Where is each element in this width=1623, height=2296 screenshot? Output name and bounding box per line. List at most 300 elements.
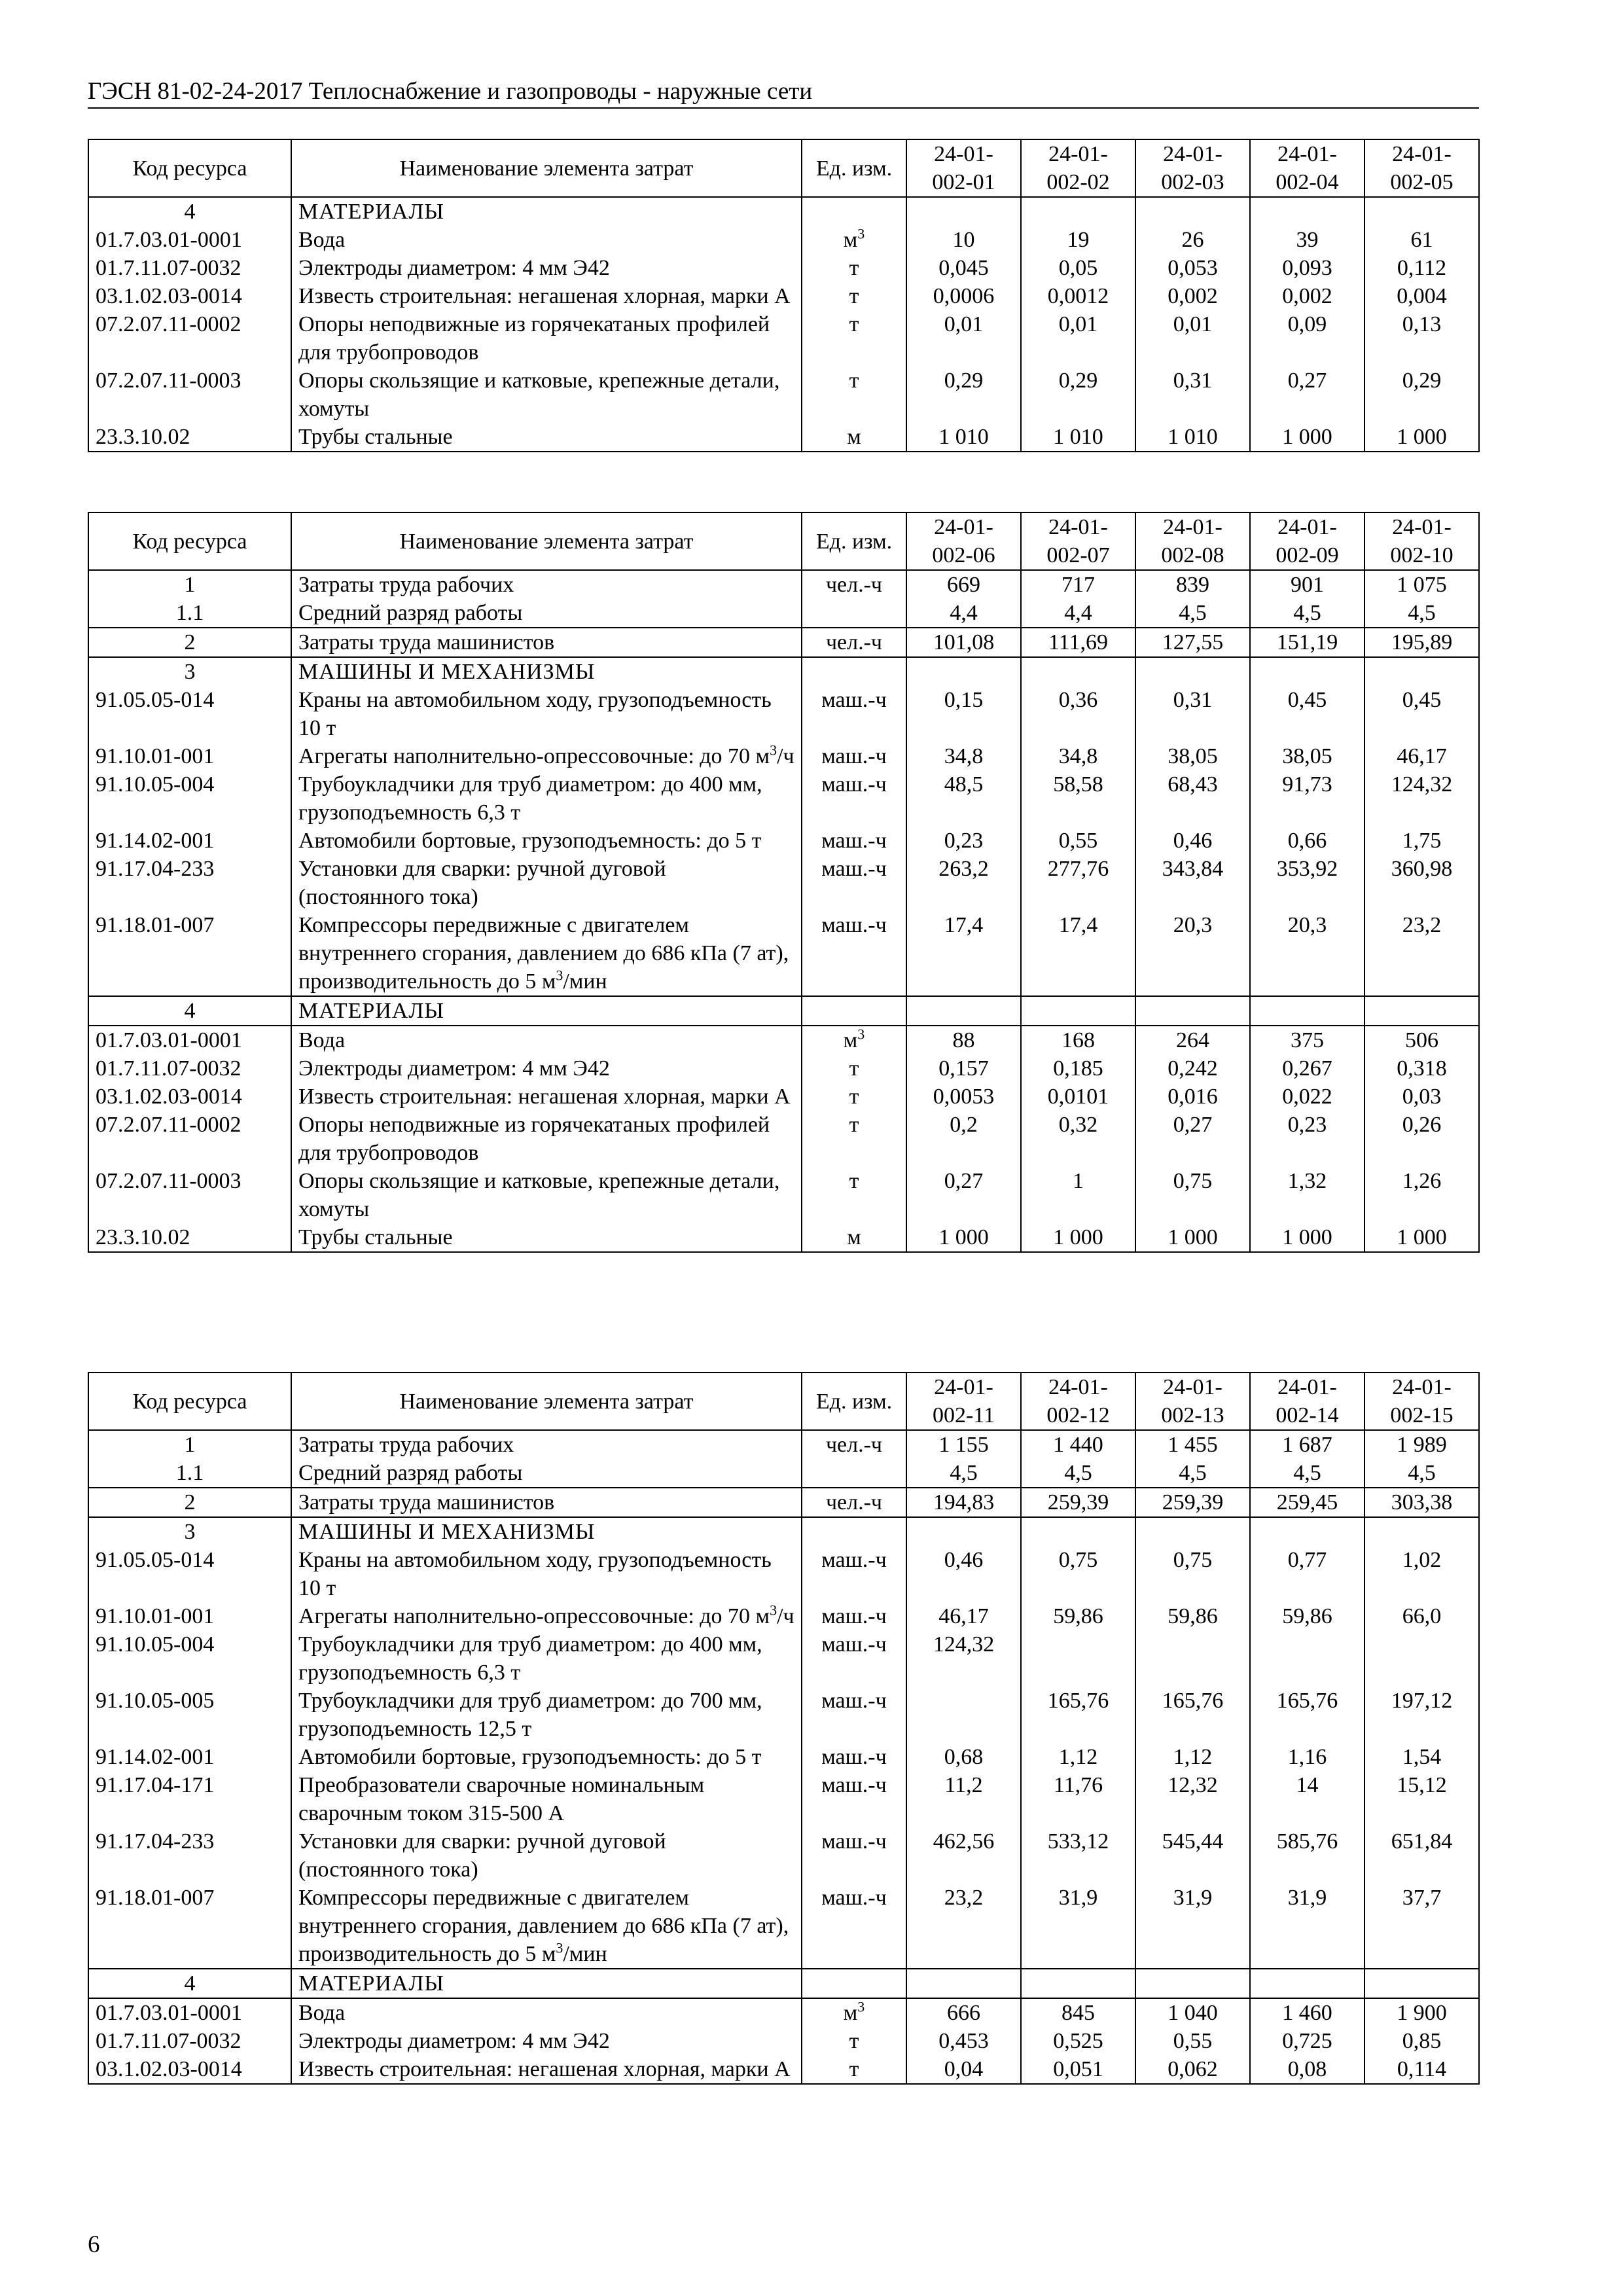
cost-element-name: Электроды диаметром: 4 мм Э42 <box>291 1054 802 1083</box>
table-row <box>88 1430 1479 1459</box>
resource-code: 01.7.03.01-0001 <box>88 226 291 254</box>
empty-cell <box>1021 996 1135 1026</box>
unit-of-measure: маш.-ч <box>802 827 906 855</box>
empty-cell <box>802 1517 906 1546</box>
norm-value: 0,04 <box>906 2055 1021 2084</box>
table-header-row <box>88 512 1479 570</box>
norm-value: 845 <box>1021 1998 1135 2027</box>
cost-element-name: Средний разряд работы <box>291 1459 802 1488</box>
norm-value: 1 040 <box>1135 1998 1250 2027</box>
unit-of-measure: маш.-ч <box>802 742 906 770</box>
section-number: 3 <box>88 1517 291 1546</box>
norm-value: 0,016 <box>1135 1083 1250 1111</box>
resource-code: 1.1 <box>88 599 291 628</box>
norm-value: 1 000 <box>906 1223 1021 1252</box>
norm-value: 1 010 <box>1135 423 1250 452</box>
norm-value: 0,185 <box>1021 1054 1135 1083</box>
cost-element-name: Трубоукладчики для труб диаметром: до 700 мм, грузоподъемность 12,5 т <box>291 1687 802 1743</box>
resource-code: 2 <box>88 1488 291 1517</box>
norm-value: 0,051 <box>1021 2055 1135 2084</box>
norm-value: 0,002 <box>1250 282 1364 310</box>
norm-value: 1 460 <box>1250 1998 1364 2027</box>
cost-element-name: Средний разряд работы <box>291 599 802 628</box>
empty-cell <box>1135 1969 1250 1998</box>
norm-value: 0,55 <box>1021 827 1135 855</box>
norm-value: 1 440 <box>1021 1430 1135 1459</box>
norm-value: 4,4 <box>906 599 1021 628</box>
cost-element-name: Вода <box>291 1026 802 1054</box>
norm-value: 38,05 <box>1250 742 1364 770</box>
norm-value: 360,98 <box>1364 855 1479 911</box>
section-number: 4 <box>88 996 291 1026</box>
norm-value: 259,39 <box>1021 1488 1135 1517</box>
table-row <box>88 1167 1479 1223</box>
table-header-row <box>88 139 1479 197</box>
unit-of-measure <box>802 599 906 628</box>
norm-value: 4,5 <box>1250 1459 1364 1488</box>
unit-of-measure: т <box>802 2027 906 2055</box>
norm-value: 59,86 <box>1250 1602 1364 1630</box>
resource-code: 1.1 <box>88 1459 291 1488</box>
norm-value: 1 000 <box>1364 1223 1479 1252</box>
unit-of-measure: маш.-ч <box>802 1630 906 1687</box>
norm-value: 0,46 <box>906 1546 1021 1602</box>
unit-of-measure: маш.-ч <box>802 855 906 911</box>
table-row <box>88 628 1479 657</box>
cost-element-name: Электроды диаметром: 4 мм Э42 <box>291 2027 802 2055</box>
norm-value: 17,4 <box>1021 911 1135 996</box>
resource-code: 91.14.02-001 <box>88 827 291 855</box>
header-norm-code: 24-01- 002-03 <box>1135 139 1250 197</box>
table-row <box>88 254 1479 282</box>
norm-value: 0,09 <box>1250 310 1364 367</box>
norm-value: 0,004 <box>1364 282 1479 310</box>
norm-value: 1 000 <box>1021 1223 1135 1252</box>
norm-value: 0,36 <box>1021 686 1135 742</box>
cost-element-name: Опоры неподвижные из горячекатаных профилей для трубопроводов <box>291 1111 802 1167</box>
norm-value: 506 <box>1364 1026 1479 1054</box>
section-title: МАТЕРИАЛЫ <box>291 197 802 226</box>
cost-element-name: Краны на автомобильном ходу, грузоподъемность 10 т <box>291 686 802 742</box>
table-row <box>88 911 1479 996</box>
cost-element-name: Компрессоры передвижные с двигателем внутреннего сгорания, давлением до 686 кПа (7 ат), производительность до 5 $м^3$/мин <box>291 1884 802 1969</box>
norm-value: 194,83 <box>906 1488 1021 1517</box>
cost-element-name: Затраты труда машинистов <box>291 1488 802 1517</box>
header-norm-code: 24-01- 002-06 <box>906 512 1021 570</box>
norm-value: 1 <box>1021 1167 1135 1223</box>
unit-of-measure: т <box>802 1111 906 1167</box>
table-row <box>88 367 1479 423</box>
norm-value: 0,13 <box>1364 310 1479 367</box>
norm-value: 46,17 <box>906 1602 1021 1630</box>
empty-cell <box>1250 657 1364 686</box>
norm-value: 0,093 <box>1250 254 1364 282</box>
norm-value: 259,45 <box>1250 1488 1364 1517</box>
norm-value: 353,92 <box>1250 855 1364 911</box>
header-norm-code: 24-01- 002-07 <box>1021 512 1135 570</box>
norm-value: 0,01 <box>1021 310 1135 367</box>
norm-value: 1,54 <box>1364 1743 1479 1771</box>
norm-value: 37,7 <box>1364 1884 1479 1969</box>
cost-element-name: Электроды диаметром: 4 мм Э42 <box>291 254 802 282</box>
cost-element-name: Трубоукладчики для труб диаметром: до 400 мм, грузоподъемность 6,3 т <box>291 770 802 827</box>
norm-value: 1,32 <box>1250 1167 1364 1223</box>
norm-value: 0,27 <box>1135 1111 1250 1167</box>
header-norm-code: 24-01- 002-08 <box>1135 512 1250 570</box>
norm-value: 10 <box>906 226 1021 254</box>
norm-value: 0,26 <box>1364 1111 1479 1167</box>
norm-value: 1 000 <box>1250 1223 1364 1252</box>
norm-value: 31,9 <box>1250 1884 1364 1969</box>
norm-value: 124,32 <box>906 1630 1021 1687</box>
cost-element-name: Автомобили бортовые, грузоподъемность: до 5 т <box>291 1743 802 1771</box>
unit-of-measure: т <box>802 282 906 310</box>
norm-value: 58,58 <box>1021 770 1135 827</box>
resource-code: 91.17.04-171 <box>88 1771 291 1827</box>
empty-cell <box>802 996 906 1026</box>
resource-code: 01.7.03.01-0001 <box>88 1026 291 1054</box>
norm-value: 0,55 <box>1135 2027 1250 2055</box>
norm-value: 195,89 <box>1364 628 1479 657</box>
norm-value: 0,062 <box>1135 2055 1250 2084</box>
table-row <box>88 423 1479 452</box>
norm-value: 651,84 <box>1364 1827 1479 1884</box>
norm-value: 666 <box>906 1998 1021 2027</box>
norm-value: 4,5 <box>1135 1459 1250 1488</box>
unit-of-measure: м <box>802 1223 906 1252</box>
resource-code: 91.10.05-004 <box>88 770 291 827</box>
norm-value: 0,75 <box>1135 1167 1250 1223</box>
norm-value: 263,2 <box>906 855 1021 911</box>
section-title: МАТЕРИАЛЫ <box>291 996 802 1026</box>
norm-value: 39 <box>1250 226 1364 254</box>
norm-value: 0,267 <box>1250 1054 1364 1083</box>
norm-value: 124,32 <box>1364 770 1479 827</box>
resource-code: 91.05.05-014 <box>88 686 291 742</box>
resource-table-2 <box>88 512 1480 1253</box>
norm-value: 66,0 <box>1364 1602 1479 1630</box>
norm-value: 0,31 <box>1135 367 1250 423</box>
norm-value: 303,38 <box>1364 1488 1479 1517</box>
table-row <box>88 1827 1479 1884</box>
empty-cell <box>906 1969 1021 1998</box>
table-row <box>88 1687 1479 1743</box>
norm-value <box>1250 1630 1364 1687</box>
norm-value: 168 <box>1021 1026 1135 1054</box>
empty-cell <box>1021 197 1135 226</box>
norm-value: 4,5 <box>1250 599 1364 628</box>
header-norm-code: 24-01- 002-13 <box>1135 1372 1250 1430</box>
cost-element-name: Затраты труда рабочих <box>291 1430 802 1459</box>
table-row <box>88 1743 1479 1771</box>
norm-value: 0,002 <box>1135 282 1250 310</box>
unit-of-measure: т <box>802 1167 906 1223</box>
norm-value: 0,45 <box>1364 686 1479 742</box>
norm-value: 0,75 <box>1135 1546 1250 1602</box>
cost-element-name: Вода <box>291 1998 802 2027</box>
header-code: Код ресурса <box>88 512 291 570</box>
norm-value: 0,27 <box>1250 367 1364 423</box>
table-row <box>88 686 1479 742</box>
cost-element-name: Известь строительная: негашеная хлорная, марки А <box>291 282 802 310</box>
cost-element-name: Агрегаты наполнительно-опрессовочные: до 70 $м^3/ч$ <box>291 1602 802 1630</box>
norm-value: 48,5 <box>906 770 1021 827</box>
norm-value: 0,66 <box>1250 827 1364 855</box>
norm-value <box>906 1687 1021 1743</box>
norm-value: 4,5 <box>1135 599 1250 628</box>
unit-of-measure: маш.-ч <box>802 1827 906 1884</box>
table-row <box>88 1630 1479 1687</box>
resource-code: 91.14.02-001 <box>88 1743 291 1771</box>
cost-element-name: Опоры неподвижные из горячекатаных профилей для трубопроводов <box>291 310 802 367</box>
header-code: Код ресурса <box>88 1372 291 1430</box>
empty-cell <box>1250 197 1364 226</box>
norm-value: 165,76 <box>1021 1687 1135 1743</box>
resource-code: 91.10.01-001 <box>88 742 291 770</box>
unit-of-measure: т <box>802 310 906 367</box>
norm-value: 165,76 <box>1250 1687 1364 1743</box>
table-row <box>88 1026 1479 1054</box>
empty-cell <box>906 657 1021 686</box>
section-number: 4 <box>88 1969 291 1998</box>
section-title: МАТЕРИАЛЫ <box>291 1969 802 1998</box>
norm-value: 0,01 <box>906 310 1021 367</box>
header-name: Наименование элемента затрат <box>291 1372 802 1430</box>
norm-value: 0,242 <box>1135 1054 1250 1083</box>
resource-code: 23.3.10.02 <box>88 1223 291 1252</box>
norm-value: 533,12 <box>1021 1827 1135 1884</box>
empty-cell <box>1021 1969 1135 1998</box>
resource-code: 01.7.11.07-0032 <box>88 2027 291 2055</box>
norm-value: 0,23 <box>1250 1111 1364 1167</box>
norm-value: 0,053 <box>1135 254 1250 282</box>
table-row <box>88 1223 1479 1252</box>
norm-value: 0,725 <box>1250 2027 1364 2055</box>
section-title: МАШИНЫ И МЕХАНИЗМЫ <box>291 657 802 686</box>
norm-value: 1,75 <box>1364 827 1479 855</box>
header-name: Наименование элемента затрат <box>291 512 802 570</box>
norm-value: 151,19 <box>1250 628 1364 657</box>
table-row <box>88 827 1479 855</box>
norm-value <box>1135 1630 1250 1687</box>
table-row <box>88 310 1479 367</box>
empty-cell <box>906 197 1021 226</box>
table-row <box>88 570 1479 599</box>
table-row <box>88 1054 1479 1083</box>
unit-of-measure: $м^3$ <box>802 1026 906 1054</box>
header-norm-code: 24-01- 002-14 <box>1250 1372 1364 1430</box>
norm-value: 0,29 <box>1021 367 1135 423</box>
cost-element-name: Опоры скользящие и катковые, крепежные детали, хомуты <box>291 1167 802 1223</box>
header-norm-code: 24-01- 002-04 <box>1250 139 1364 197</box>
norm-value: 11,76 <box>1021 1771 1135 1827</box>
table-row <box>88 2055 1479 2084</box>
unit-of-measure: т <box>802 254 906 282</box>
table-row <box>88 2027 1479 2055</box>
unit-of-measure: маш.-ч <box>802 770 906 827</box>
norm-value: 14 <box>1250 1771 1364 1827</box>
empty-cell <box>1364 996 1479 1026</box>
norm-value: 0,114 <box>1364 2055 1479 2084</box>
header-name: Наименование элемента затрат <box>291 139 802 197</box>
norm-value: 4,5 <box>1364 1459 1479 1488</box>
table-row <box>88 770 1479 827</box>
empty-cell <box>802 1969 906 1998</box>
unit-of-measure: маш.-ч <box>802 911 906 996</box>
norm-value: 0,29 <box>1364 367 1479 423</box>
unit-of-measure: чел.-ч <box>802 1488 906 1517</box>
cost-element-name: Известь строительная: негашеная хлорная, марки А <box>291 2055 802 2084</box>
cost-element-name: Автомобили бортовые, грузоподъемность: до 5 т <box>291 827 802 855</box>
norm-value: 111,69 <box>1021 628 1135 657</box>
cost-element-name: Трубы стальные <box>291 1223 802 1252</box>
header-norm-code: 24-01- 002-11 <box>906 1372 1021 1430</box>
norm-value: 1 000 <box>1364 423 1479 452</box>
norm-value: 0,453 <box>906 2027 1021 2055</box>
norm-value: 462,56 <box>906 1827 1021 1884</box>
norm-value: 31,9 <box>1021 1884 1135 1969</box>
empty-cell <box>802 657 906 686</box>
table-row <box>88 1083 1479 1111</box>
empty-cell <box>1364 1517 1479 1546</box>
norm-value: 165,76 <box>1135 1687 1250 1743</box>
norm-value: 26 <box>1135 226 1250 254</box>
norm-value: 20,3 <box>1250 911 1364 996</box>
norm-value: 545,44 <box>1135 1827 1250 1884</box>
cost-element-name: Преобразователи сварочные номинальным сварочным током 315-500 А <box>291 1771 802 1827</box>
norm-value: 1,12 <box>1021 1743 1135 1771</box>
table-row <box>88 1488 1479 1517</box>
unit-of-measure: чел.-ч <box>802 628 906 657</box>
resource-code: 1 <box>88 570 291 599</box>
norm-value: 0,46 <box>1135 827 1250 855</box>
section-row <box>88 1969 1479 1998</box>
norm-value: 1,02 <box>1364 1546 1479 1602</box>
empty-cell <box>1021 1517 1135 1546</box>
norm-value: 23,2 <box>906 1884 1021 1969</box>
empty-cell <box>1250 1517 1364 1546</box>
norm-value: 0,05 <box>1021 254 1135 282</box>
norm-value: 197,12 <box>1364 1687 1479 1743</box>
norm-value: 59,86 <box>1135 1602 1250 1630</box>
cost-element-name: Компрессоры передвижные с двигателем внутреннего сгорания, давлением до 686 кПа (7 ат), производительность до 5 $м^3$/мин <box>291 911 802 996</box>
norm-value: 1 455 <box>1135 1430 1250 1459</box>
norm-value: 17,4 <box>906 911 1021 996</box>
norm-value: 0,0006 <box>906 282 1021 310</box>
resource-code: 1 <box>88 1430 291 1459</box>
header-code: Код ресурса <box>88 139 291 197</box>
unit-of-measure: т <box>802 1054 906 1083</box>
empty-cell <box>906 1517 1021 1546</box>
table-row <box>88 855 1479 911</box>
norm-value: 4,5 <box>1021 1459 1135 1488</box>
table-row <box>88 1602 1479 1630</box>
norm-value: 0,157 <box>906 1054 1021 1083</box>
section-row <box>88 197 1479 226</box>
resource-code: 03.1.02.03-0014 <box>88 282 291 310</box>
unit-of-measure: т <box>802 2055 906 2084</box>
resource-code: 91.17.04-233 <box>88 1827 291 1884</box>
resource-table-1 <box>88 139 1480 452</box>
norm-value: 0,01 <box>1135 310 1250 367</box>
cost-element-name: Опоры скользящие и катковые, крепежные детали, хомуты <box>291 367 802 423</box>
norm-value: 1,26 <box>1364 1167 1479 1223</box>
section-number: 3 <box>88 657 291 686</box>
norm-value: 15,12 <box>1364 1771 1479 1827</box>
norm-value: 31,9 <box>1135 1884 1250 1969</box>
section-row <box>88 657 1479 686</box>
norm-value: 68,43 <box>1135 770 1250 827</box>
table-row <box>88 1884 1479 1969</box>
table-row <box>88 1546 1479 1602</box>
header-norm-code: 24-01- 002-01 <box>906 139 1021 197</box>
norm-value: 127,55 <box>1135 628 1250 657</box>
table-row <box>88 1771 1479 1827</box>
norm-value: 264 <box>1135 1026 1250 1054</box>
norm-value: 0,08 <box>1250 2055 1364 2084</box>
norm-value: 0,525 <box>1021 2027 1135 2055</box>
document-header: ГЭСН 81-02-24-2017 Теплоснабжение и газопроводы - наружные сети <box>88 77 1479 109</box>
norm-value: 101,08 <box>906 628 1021 657</box>
norm-value: 20,3 <box>1135 911 1250 996</box>
header-unit: Ед. изм. <box>802 1372 906 1430</box>
empty-cell <box>1135 996 1250 1026</box>
norm-value: 717 <box>1021 570 1135 599</box>
unit-of-measure: маш.-ч <box>802 1884 906 1969</box>
norm-value: 1 687 <box>1250 1430 1364 1459</box>
norm-value <box>1021 1630 1135 1687</box>
resource-code: 23.3.10.02 <box>88 423 291 452</box>
unit-of-measure: чел.-ч <box>802 570 906 599</box>
header-norm-code: 24-01- 002-02 <box>1021 139 1135 197</box>
cost-element-name: Затраты труда рабочих <box>291 570 802 599</box>
resource-code: 91.17.04-233 <box>88 855 291 911</box>
norm-value: 0,0053 <box>906 1083 1021 1111</box>
unit-of-measure: маш.-ч <box>802 1687 906 1743</box>
norm-value: 0,23 <box>906 827 1021 855</box>
norm-value: 0,32 <box>1021 1111 1135 1167</box>
norm-value: 1 989 <box>1364 1430 1479 1459</box>
resource-table-3 <box>88 1372 1480 2085</box>
norm-value: 46,17 <box>1364 742 1479 770</box>
norm-value: 0,68 <box>906 1743 1021 1771</box>
norm-value: 0,045 <box>906 254 1021 282</box>
norm-value: 23,2 <box>1364 911 1479 996</box>
norm-value: 0,77 <box>1250 1546 1364 1602</box>
norm-value: 61 <box>1364 226 1479 254</box>
cost-element-name: Агрегаты наполнительно-опрессовочные: до 70 $м^3/ч$ <box>291 742 802 770</box>
section-title: МАШИНЫ И МЕХАНИЗМЫ <box>291 1517 802 1546</box>
norm-value: 0,022 <box>1250 1083 1364 1111</box>
resource-code: 91.10.05-004 <box>88 1630 291 1687</box>
norm-value: 0,0101 <box>1021 1083 1135 1111</box>
norm-value: 585,76 <box>1250 1827 1364 1884</box>
norm-value: 34,8 <box>1021 742 1135 770</box>
empty-cell <box>1250 1969 1364 1998</box>
norm-value: 1 155 <box>906 1430 1021 1459</box>
norm-value: 91,73 <box>1250 770 1364 827</box>
norm-value: 34,8 <box>906 742 1021 770</box>
resource-code: 91.10.01-001 <box>88 1602 291 1630</box>
header-norm-code: 24-01- 002-05 <box>1364 139 1479 197</box>
resource-code: 01.7.11.07-0032 <box>88 254 291 282</box>
norm-value: 0,45 <box>1250 686 1364 742</box>
norm-value: 259,39 <box>1135 1488 1250 1517</box>
resource-code: 2 <box>88 628 291 657</box>
unit-of-measure: т <box>802 1083 906 1111</box>
header-unit: Ед. изм. <box>802 139 906 197</box>
norm-value <box>1364 1630 1479 1687</box>
